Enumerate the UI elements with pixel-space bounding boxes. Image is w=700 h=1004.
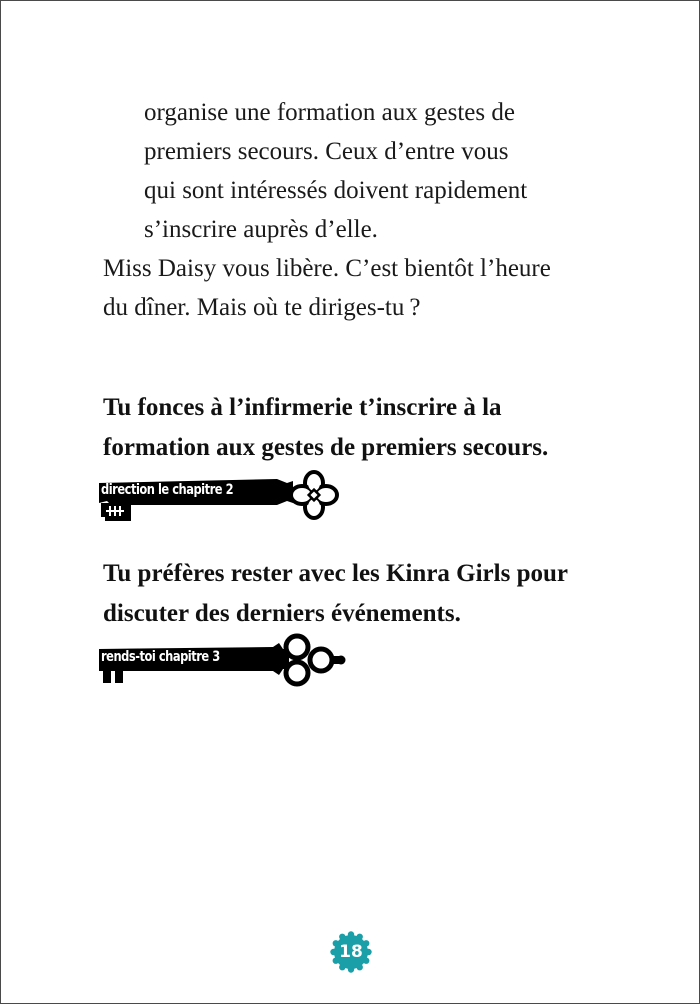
choice-2-text: discuter des derniers événements. [103,600,461,627]
narrative-line: du dîner. Mais où te diriges-tu ? [103,294,421,321]
choice-2-text: Tu préfères rester avec les Kinra Girls pour [103,560,568,587]
narrative-line: qui sont intéressés doivent rapidement [144,177,528,204]
narrative-line: premiers secours. Ceux d’entre vous [144,138,509,165]
narrative-line: s’inscrire auprès d’elle. [144,216,378,243]
narrative-line: Miss Daisy vous libère. C’est bientôt l’heure [103,255,551,282]
key-label: direction le chapitre 2 [101,482,234,498]
page-number-badge [330,931,372,973]
chapter-2-key-link[interactable] [97,467,347,527]
chapter-3-key-link[interactable] [97,631,357,691]
narrative-line: organise une formation aux gestes de [144,99,515,126]
choice-1-text: Tu fonces à l’infirmerie t’inscrire à la [103,394,502,421]
page-number: 18 [339,942,363,962]
choice-1-text: formation aux gestes de premiers secours. [103,434,549,461]
key-label: rends-toi chapitre 3 [101,649,220,665]
